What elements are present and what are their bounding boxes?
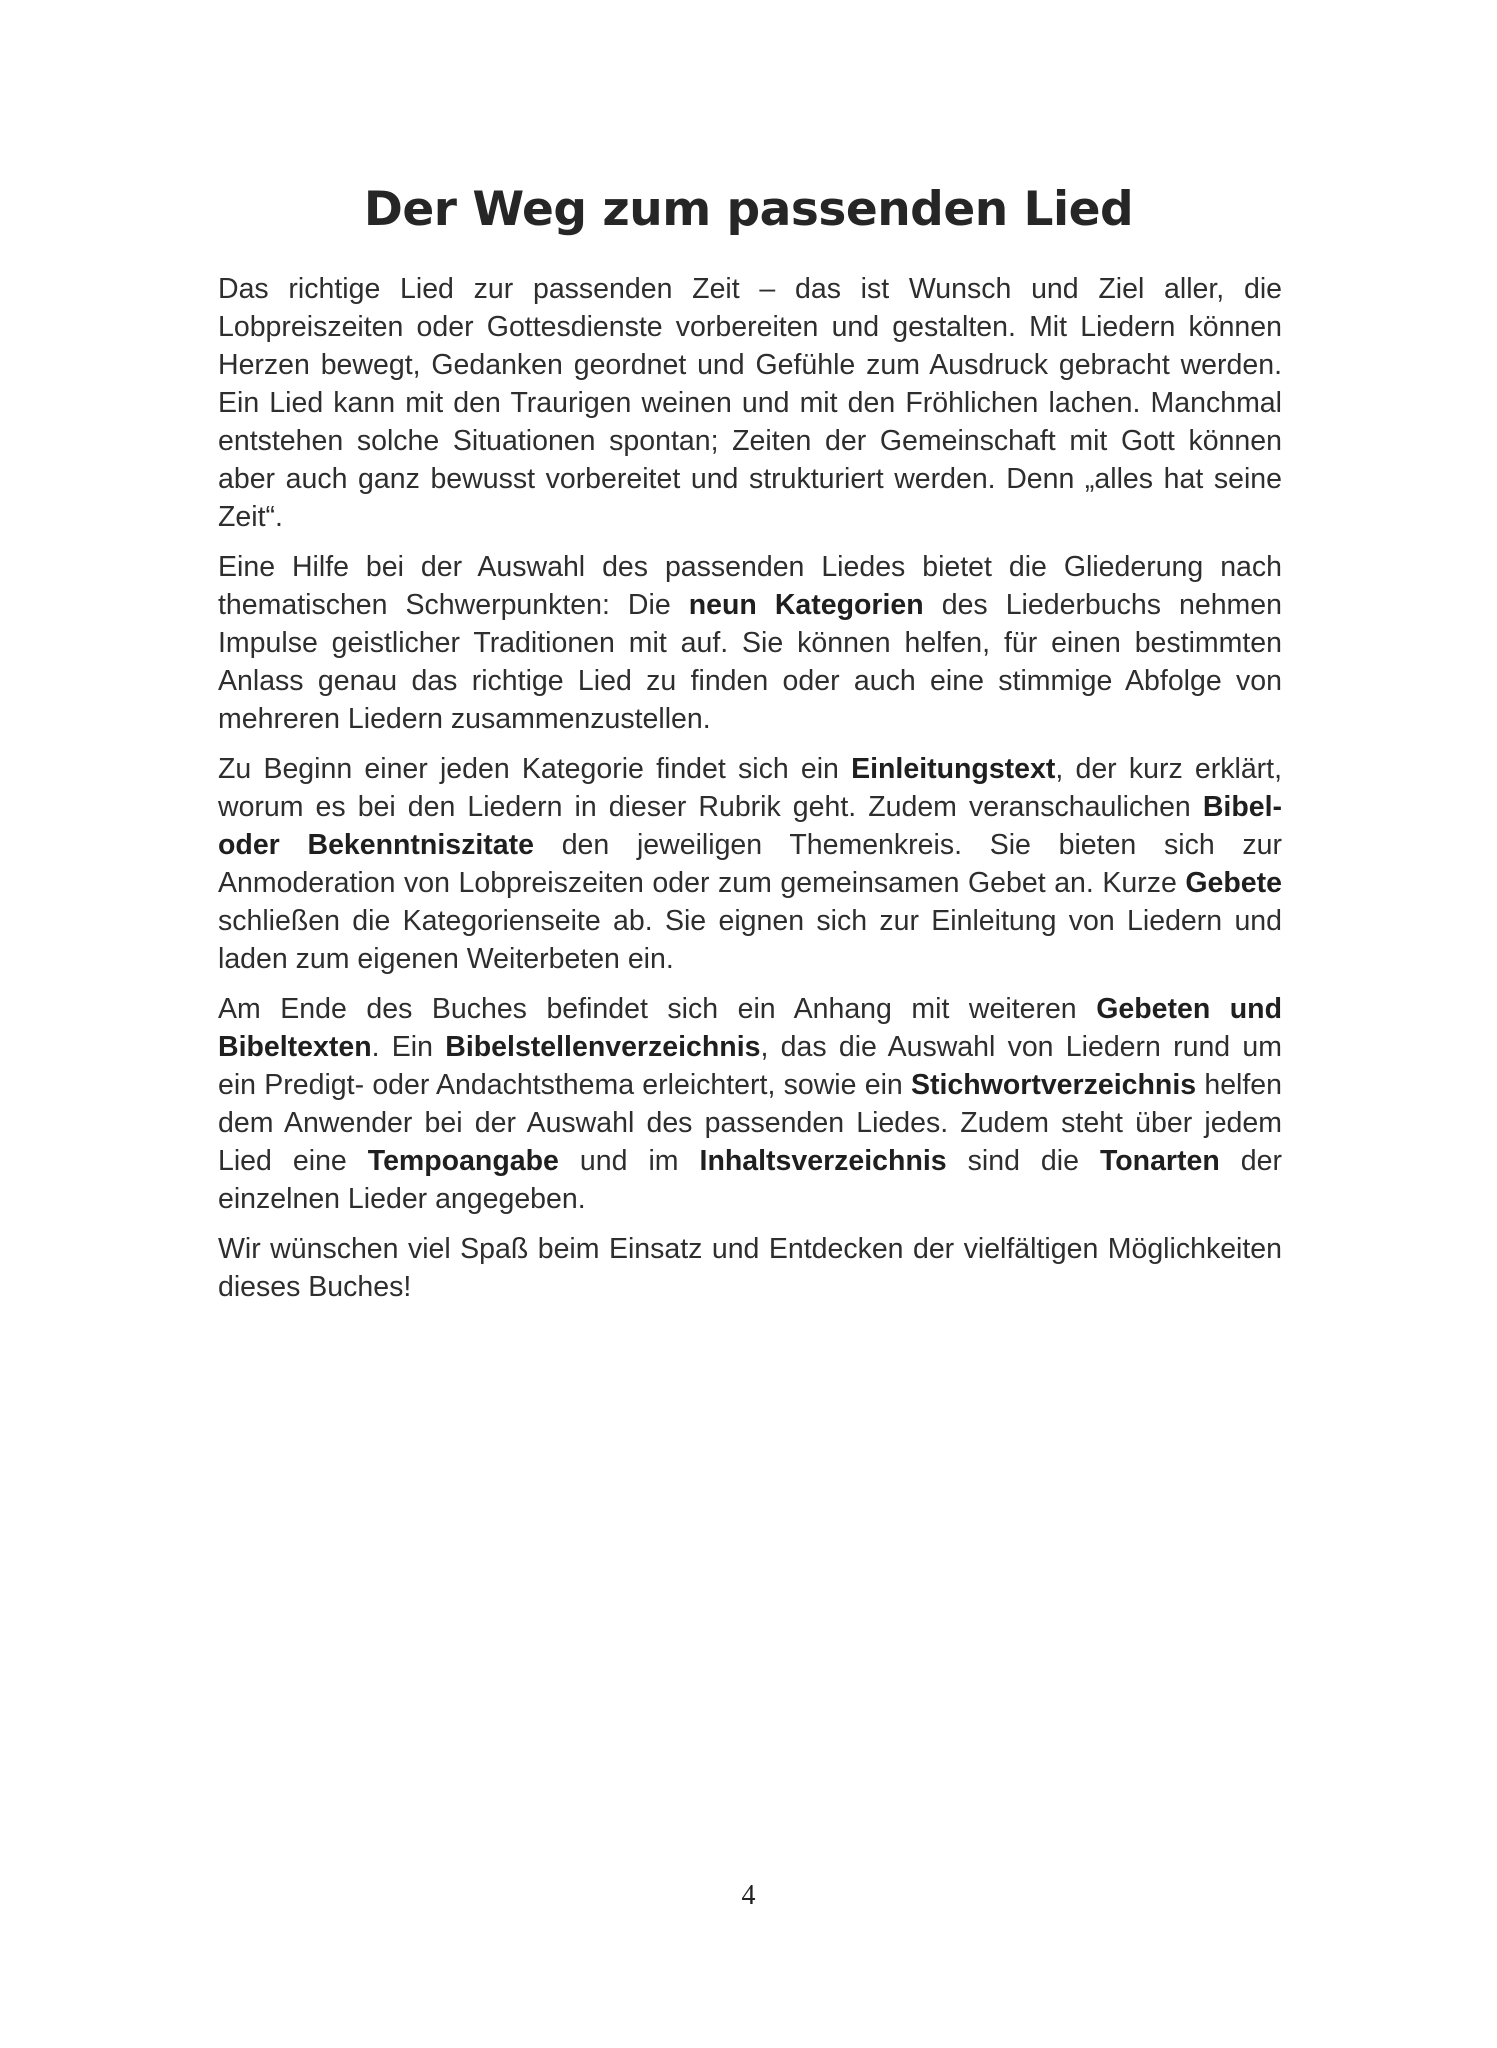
text-run: . Ein	[371, 1031, 446, 1063]
text-run: Das richtige Lied zur passenden Zeit – das ist Wunsch und Ziel aller, die Lobpreiszeiten oder Gottesdienste vorbereiten und gestalten. Mit Liedern können Herzen bewegt, Gedanken geordnet und Gefühle zum Ausdruck gebracht werden. Ein Lied kann mit den Traurigen weinen und mit den Fröhlichen lachen. Manchmal entstehen solche Situationen spontan; Zeiten der Gemeinschaft mit Gott können aber auch ganz bewusst vorbereitet und strukturiert werden. Denn „alles hat seine Zeit“.	[218, 273, 1282, 533]
emphasized-term: Tempoangabe	[367, 1145, 559, 1177]
paragraph-categories	[218, 548, 1282, 738]
text-run: den jeweiligen Themenkreis. Sie bieten sich zur Anmoderation von Lobpreiszeiten oder zum gemeinsamen Gebet an. Kurze	[218, 829, 1282, 899]
text-run: helfen dem Anwender bei der Auswahl des passenden Liedes. Zudem steht über jedem Lied eine	[218, 1069, 1282, 1177]
paragraph-closing	[218, 1230, 1282, 1306]
body-text	[218, 270, 1282, 1318]
emphasized-term: Bibelstellenverzeichnis	[445, 1031, 761, 1063]
emphasized-term: neun Kategorien	[688, 589, 924, 621]
text-run: Am Ende des Buches befindet sich ein Anhang mit weiteren	[218, 993, 1097, 1025]
emphasized-term: Bibel- oder Bekenntniszitate	[218, 791, 1282, 861]
text-run: des Liederbuchs nehmen Impulse geistlicher Traditionen mit auf. Sie können helfen, für einen bestimmten Anlass genau das richtige Lied zu finden oder auch eine stimmige Abfolge von mehreren Liedern zusammenzustellen.	[218, 589, 1282, 735]
emphasized-term: Stichwortverzeichnis	[911, 1069, 1197, 1101]
text-run: Zu Beginn einer jeden Kategorie findet sich ein	[218, 753, 852, 785]
paragraph-category-structure	[218, 750, 1282, 978]
paragraph-intro	[218, 270, 1282, 536]
text-run: , der kurz erklärt, worum es bei den Liedern in dieser Rubrik geht. Zudem veranschaulichen	[218, 753, 1283, 823]
emphasized-term: Inhaltsverzeichnis	[699, 1145, 947, 1177]
text-run: Eine Hilfe bei der Auswahl des passenden Liedes bietet die Gliederung nach thematischen Schwerpunkten: Die	[218, 551, 1282, 621]
paragraph-appendix	[218, 990, 1282, 1218]
text-run: und im	[558, 1145, 700, 1177]
page-number: 4	[741, 1880, 756, 1911]
text-run: sind die	[946, 1145, 1100, 1177]
emphasized-term: Tonarten	[1099, 1145, 1220, 1177]
text-run: , das die Auswahl von Liedern rund um ein Predigt- oder Andachtsthema erleichtert, sowie ein	[218, 1031, 1283, 1101]
text-run: schließen die Kategorienseite ab. Sie eignen sich zur Einleitung von Liedern und laden zum eigenen Weiterbeten ein.	[218, 905, 1282, 975]
emphasized-term: Gebete	[1185, 867, 1282, 899]
emphasized-term: Einleitungstext	[851, 753, 1056, 785]
page-title: Der Weg zum passenden Lied	[363, 182, 1134, 237]
emphasized-term: Gebeten und Bibeltexten	[218, 993, 1282, 1063]
text-run: der einzelnen Lieder angegeben.	[218, 1145, 1282, 1215]
text-run: Wir wünschen viel Spaß beim Einsatz und Entdecken der vielfältigen Möglichkeiten dieses Buches!	[218, 1233, 1282, 1303]
